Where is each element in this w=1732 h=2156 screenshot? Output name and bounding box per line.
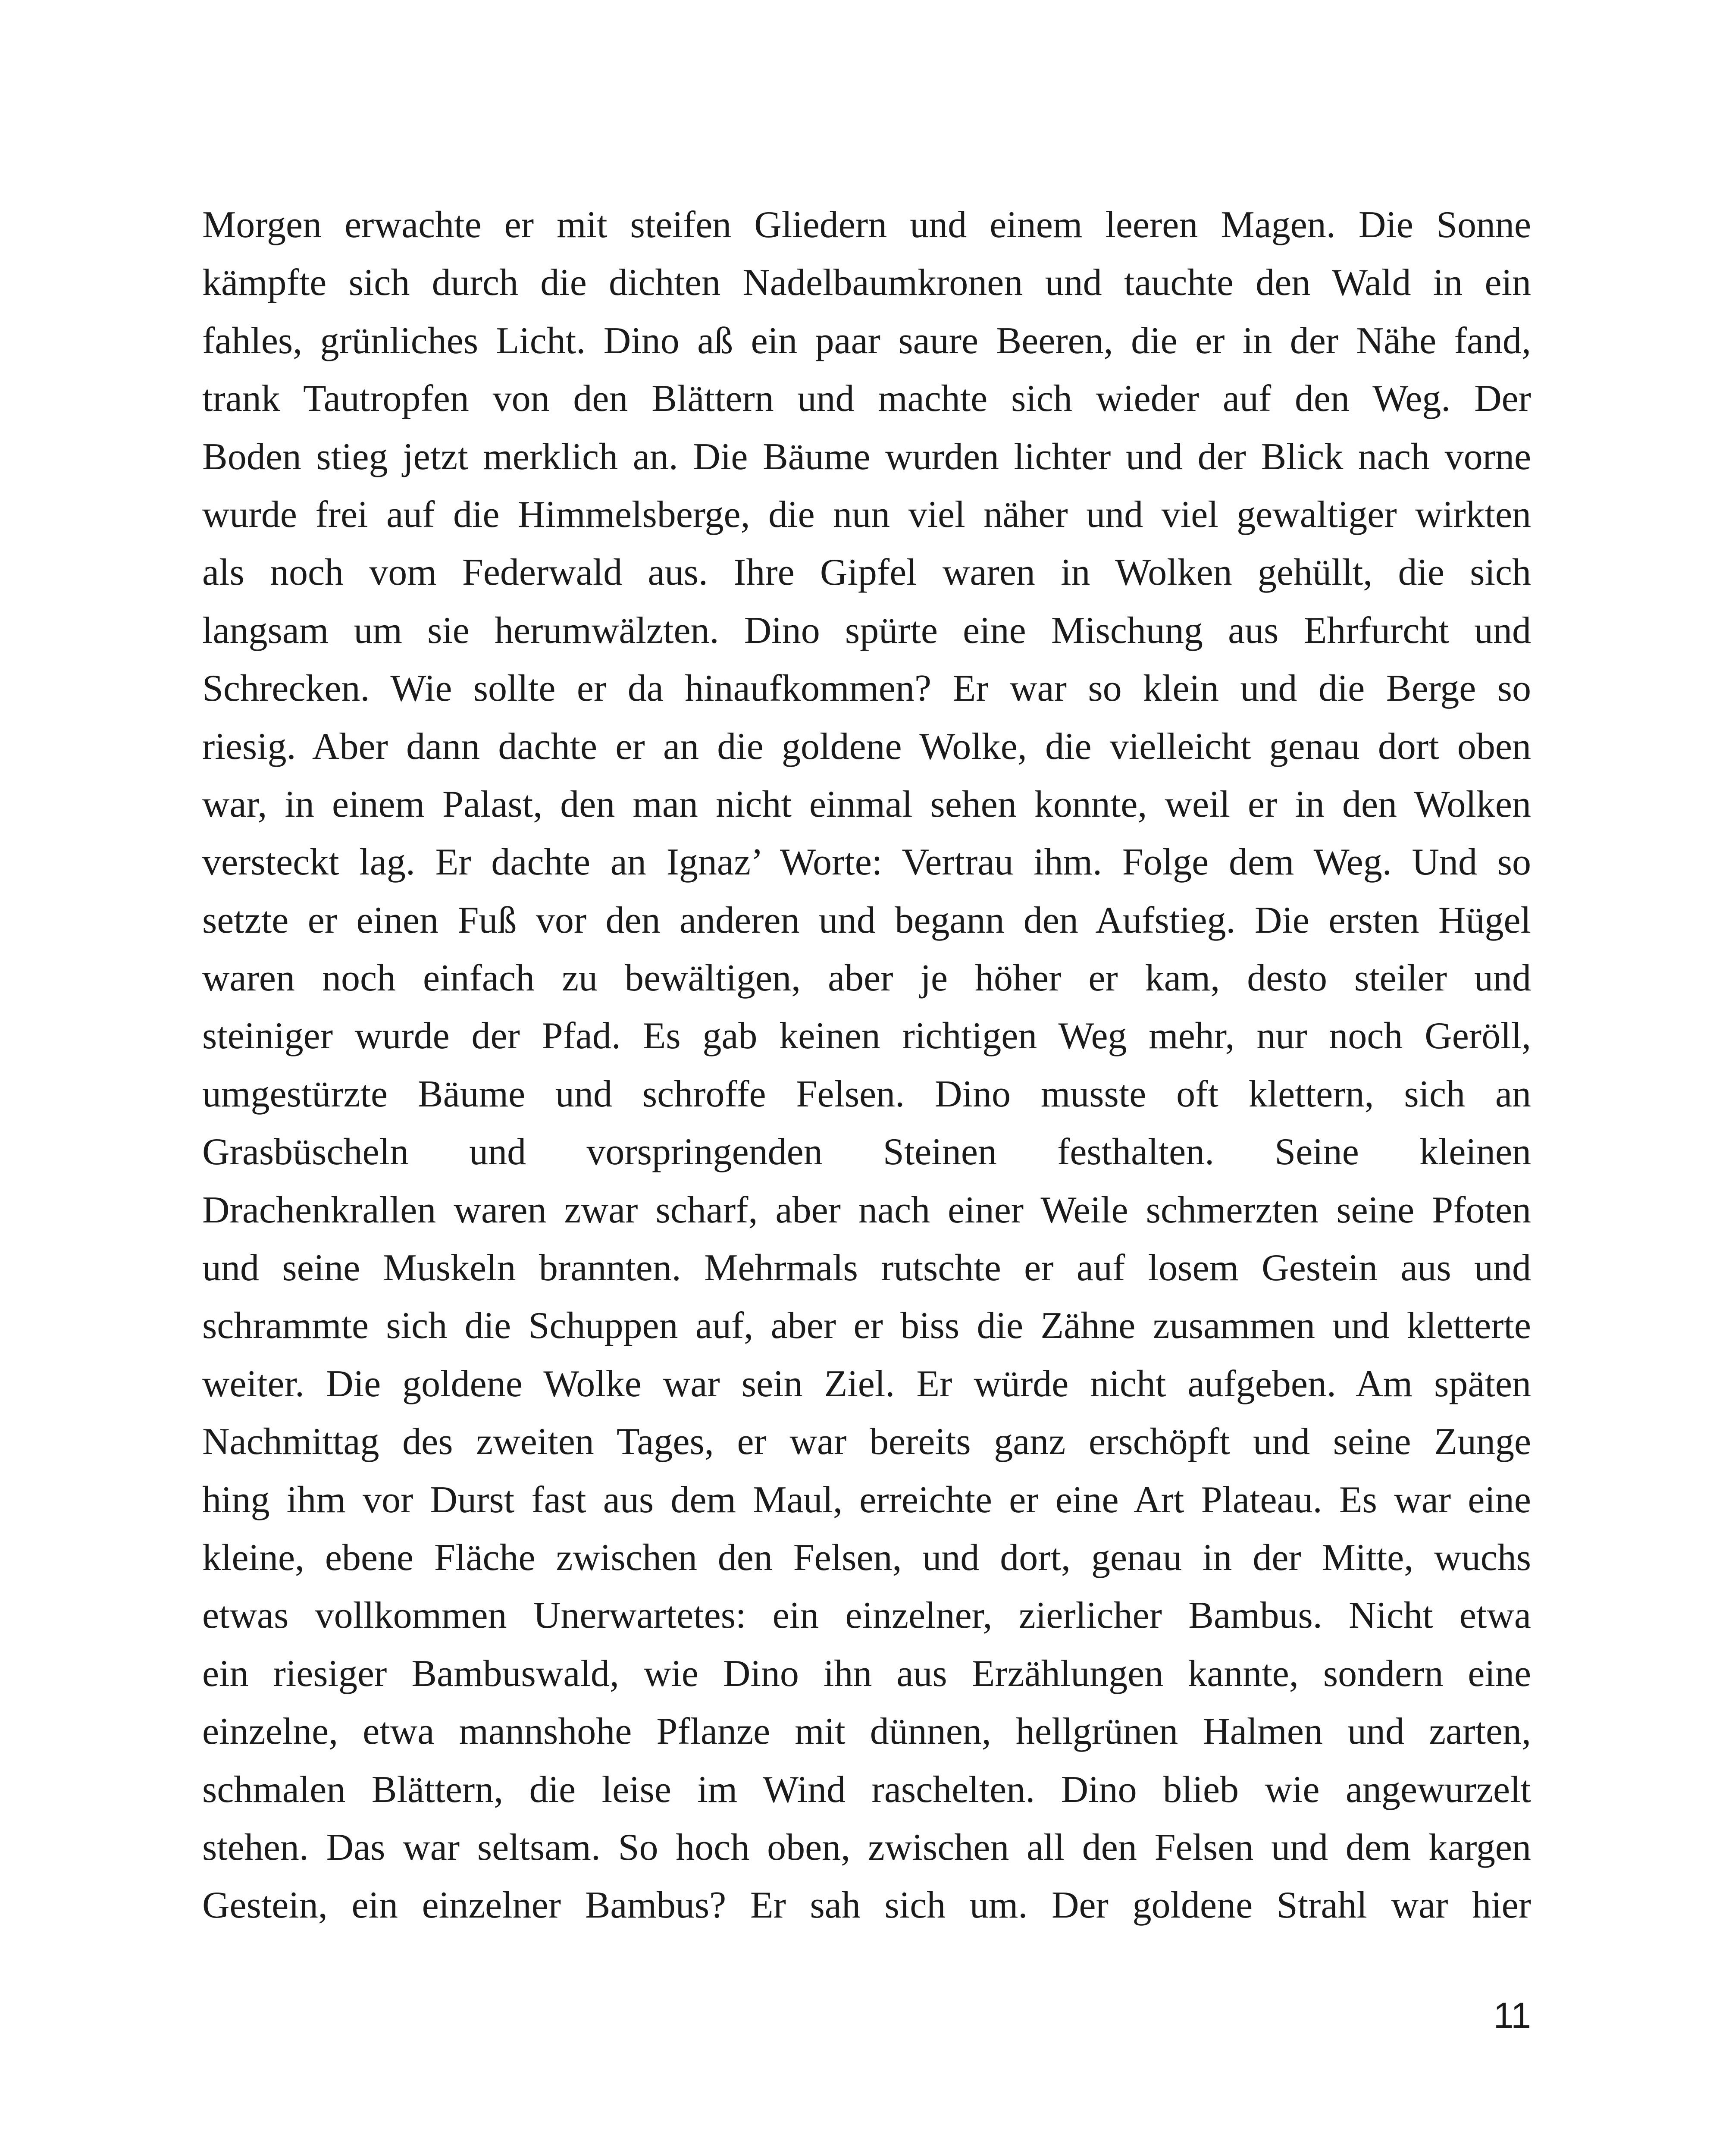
page-number: 11 xyxy=(1493,1995,1531,2036)
text-line: einzelne, etwa mannshohe Pflanze mit dünnen, hellgrünen Halmen und zarten, xyxy=(202,1711,1531,1753)
text-line: kämpfte sich durch die dichten Nadelbaumkronen und tauchte den Wald in ein xyxy=(202,262,1531,304)
text-line: waren noch einfach zu bewältigen, aber je höher er kam, desto steiler und xyxy=(202,957,1531,1000)
text-line: kleine, ebene Fläche zwischen den Felsen, und dort, genau in der Mitte, wuchs xyxy=(202,1536,1531,1579)
text-line: wurde frei auf die Himmelsberge, die nun viel näher und viel gewaltiger wirkten xyxy=(202,493,1531,536)
text-line: langsam um sie herumwälzten. Dino spürte eine Mischung aus Ehrfurcht und xyxy=(202,609,1531,652)
text-line: weiter. Die goldene Wolke war sein Ziel. Er würde nicht aufgeben. Am späten xyxy=(202,1363,1531,1405)
text-line: umgestürzte Bäume und schroffe Felsen. Dino musste oft klettern, sich an xyxy=(202,1073,1531,1115)
text-line: Boden stieg jetzt merklich an. Die Bäume wurden lichter und der Blick nach vorne xyxy=(202,436,1531,478)
text-line: versteckt lag. Er dachte an Ignaz’ Worte: Vertrau ihm. Folge dem Weg. Und so xyxy=(202,841,1531,884)
text-line: hing ihm vor Durst fast aus dem Maul, erreichte er eine Art Plateau. Es war eine xyxy=(202,1479,1531,1521)
text-line: Gestein, ein einzelner Bambus? Er sah sich um. Der goldene Strahl war hier xyxy=(202,1884,1531,1927)
text-line: und seine Muskeln brannten. Mehrmals rutschte er auf losem Gestein aus und xyxy=(202,1247,1531,1289)
text-line: war, in einem Palast, den man nicht einmal sehen konnte, weil er in den Wolken xyxy=(202,783,1531,825)
text-line: schmalen Blättern, die leise im Wind raschelten. Dino blieb wie angewurzelt xyxy=(202,1768,1531,1811)
text-line: steiniger wurde der Pfad. Es gab keinen richtigen Weg mehr, nur noch Geröll, xyxy=(202,1015,1531,1057)
text-line: riesig. Aber dann dachte er an die goldene Wolke, die vielleicht genau dort oben xyxy=(202,725,1531,768)
text-line: Nachmittag des zweiten Tages, er war bereits ganz erschöpft und seine Zunge xyxy=(202,1421,1531,1463)
text-line: trank Tautropfen von den Blättern und machte sich wieder auf den Weg. Der xyxy=(202,378,1531,420)
text-line: ein riesiger Bambuswald, wie Dino ihn aus Erzählungen kannte, sondern eine xyxy=(202,1652,1531,1695)
text-line: Drachenkrallen waren zwar scharf, aber nach einer Weile schmerzten seine Pfoten xyxy=(202,1189,1531,1231)
body-text xyxy=(202,196,1531,1935)
text-line: Grasbüscheln und vorspringenden Steinen festhalten. Seine kleinen xyxy=(202,1131,1531,1173)
text-line: schrammte sich die Schuppen auf, aber er biss die Zähne zusammen und kletterte xyxy=(202,1305,1531,1347)
text-line: etwas vollkommen Unerwartetes: ein einzelner, zierlicher Bambus. Nicht etwa xyxy=(202,1595,1531,1637)
text-line: stehen. Das war seltsam. So hoch oben, zwischen all den Felsen und dem kargen xyxy=(202,1826,1531,1868)
text-line: Morgen erwachte er mit steifen Gliedern und einem leeren Magen. Die Sonne xyxy=(202,204,1531,246)
text-line: Schrecken. Wie sollte er da hinaufkommen? Er war so klein und die Berge so xyxy=(202,667,1531,710)
text-line: setzte er einen Fuß vor den anderen und begann den Aufstieg. Die ersten Hügel xyxy=(202,899,1531,941)
text-line: fahles, grünliches Licht. Dino aß ein paar saure Beeren, die er in der Nähe fand, xyxy=(202,320,1531,362)
text-line: als noch vom Federwald aus. Ihre Gipfel waren in Wolken gehüllt, die sich xyxy=(202,552,1531,594)
